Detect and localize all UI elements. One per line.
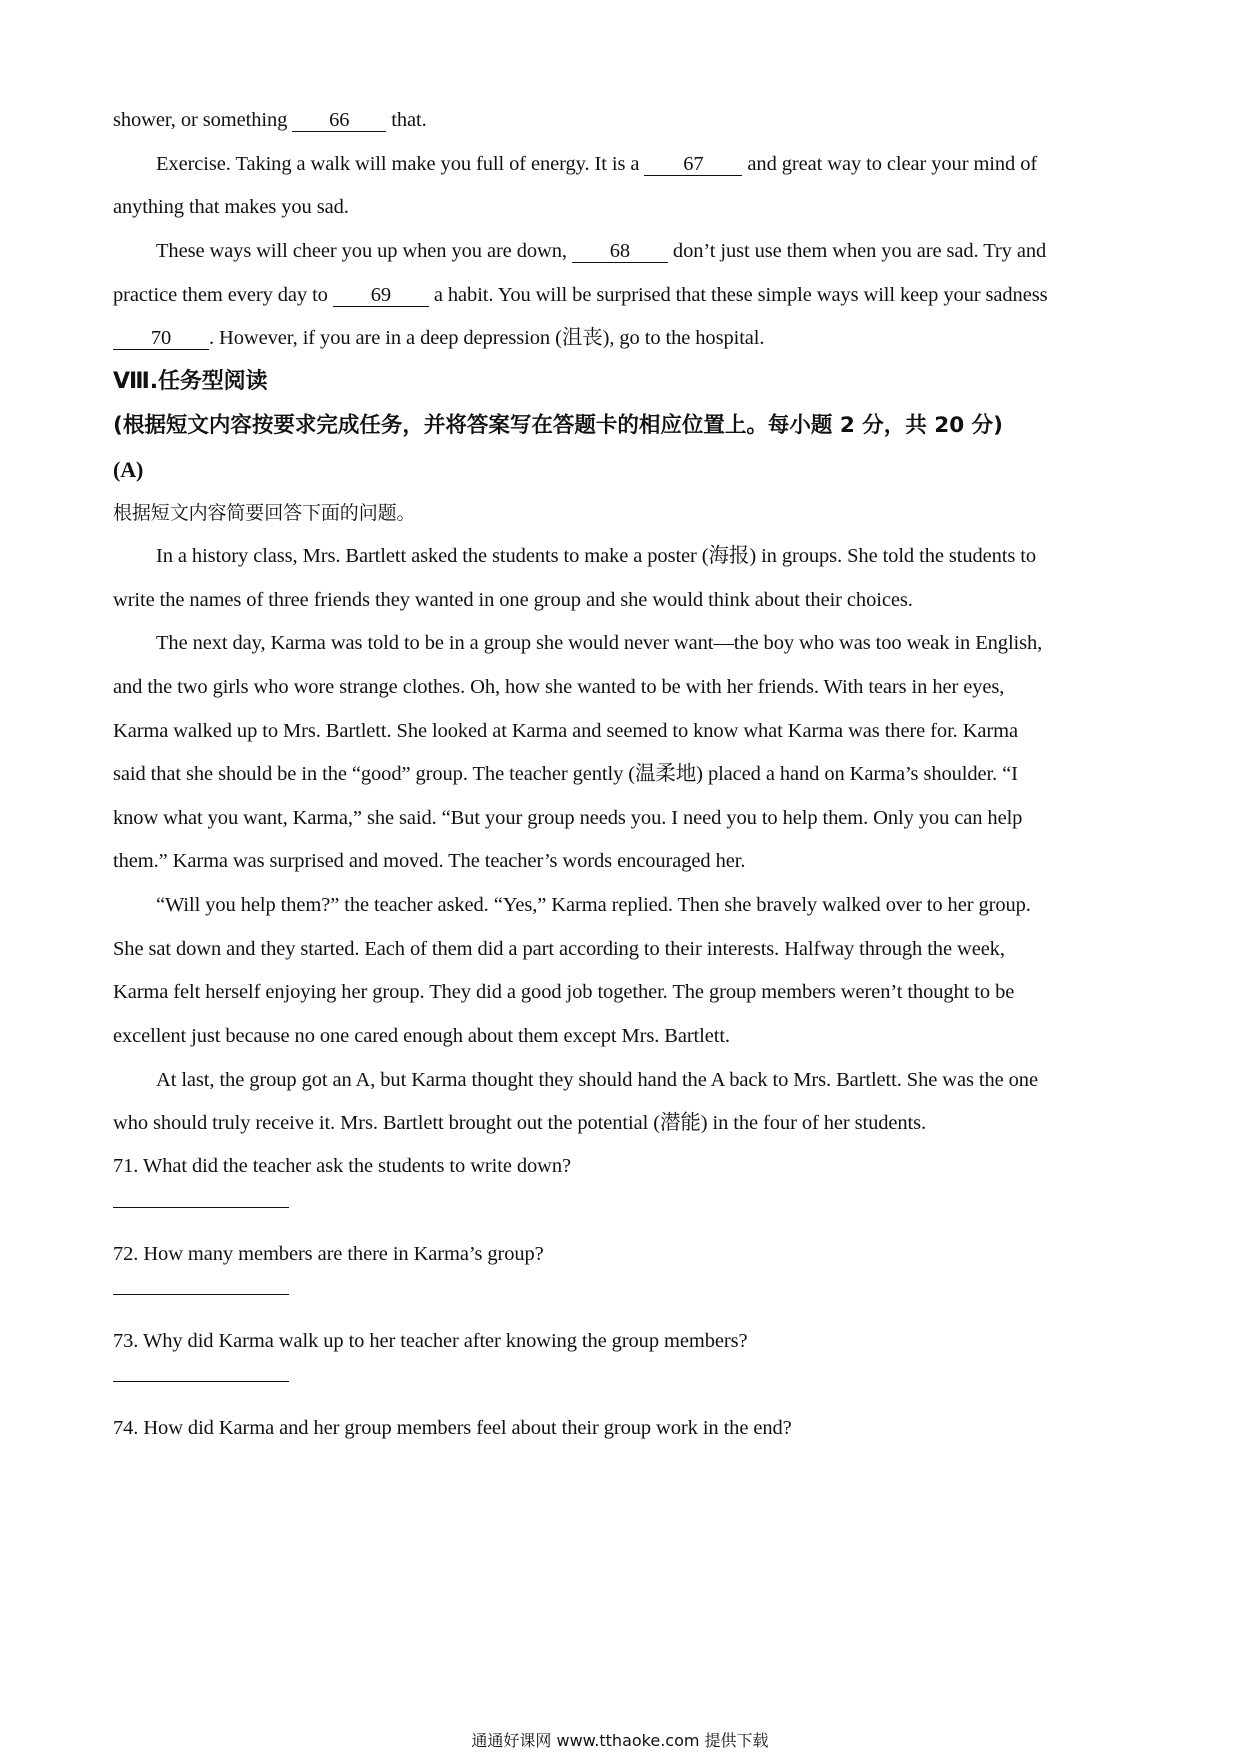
section-instructions: (根据短文内容按要求完成任务，并将答案写在答题卡的相应位置上。每小题 2 分，共 20 分) <box>113 413 1003 438</box>
story-p4-line-2: who should truly receive it. Mrs. Bartlett brought out the potential (潜能) in the four of her students. <box>113 1112 927 1134</box>
story-p1-line-1: In a history class, Mrs. Bartlett asked the students to make a poster (海报) in groups. She told the students to <box>156 545 1037 567</box>
passage-text: These ways will cheer you up when you are down, <box>156 240 572 262</box>
story-p1-line-2: write the names of three friends they wanted in one group and she would think about their choices. <box>113 589 913 611</box>
question-73: 73. Why did Karma walk up to her teacher after knowing the group members? <box>113 1330 748 1352</box>
passage-text: a habit. You will be surprised that these simple ways will keep your sadness <box>428 284 1048 306</box>
passage-line-3: anything that makes you sad. <box>113 196 349 218</box>
blank-67[interactable] <box>644 153 742 176</box>
blank-69[interactable] <box>333 284 429 307</box>
passage-text: don’t just use them when you are sad. Try and <box>667 240 1047 262</box>
story-p3-line-3: Karma felt herself enjoying her group. They did a good job together. The group members weren’t thought to be <box>113 981 1015 1003</box>
question-74: 74. How did Karma and her group members feel about their group work in the end? <box>113 1417 792 1439</box>
blank-66[interactable] <box>292 109 386 132</box>
passage-text: . However, if you are in a deep depression (沮丧), go to the hospital. <box>209 327 765 349</box>
passage-line-5 <box>113 281 1143 309</box>
passage-text: shower, or something <box>113 109 293 131</box>
passage-text: and great way to clear your mind of <box>742 153 1038 175</box>
section-title: Ⅷ.任务型阅读 <box>113 369 268 394</box>
blank-70[interactable] <box>113 327 209 350</box>
answer-line-73[interactable] <box>113 1381 289 1382</box>
answer-line-72[interactable] <box>113 1294 289 1295</box>
story-p2-line-4: said that she should be in the “good” group. The teacher gently (温柔地) placed a hand on Karma’s shoulder. “I <box>113 763 1018 785</box>
blank-68[interactable] <box>572 240 668 263</box>
passage-line-4 <box>156 237 1146 265</box>
task-instruction: 根据短文内容简要回答下面的问题。 <box>113 502 416 524</box>
story-p2-line-3: Karma walked up to Mrs. Bartlett. She looked at Karma and seemed to know what Karma was there for. Karma <box>113 720 1018 742</box>
passage-line-1 <box>113 106 1143 134</box>
question-72: 72. How many members are there in Karma’s group? <box>113 1243 544 1265</box>
page-footer: 通通好课网 www.tthaoke.com 提供下载 <box>471 1731 769 1750</box>
passage-text: practice them every day to <box>113 284 333 306</box>
story-p3-line-1: “Will you help them?” the teacher asked. “Yes,” Karma replied. Then she bravely walked over to her group. <box>156 894 1031 916</box>
answer-line-71[interactable] <box>113 1207 289 1208</box>
passage-line-6 <box>113 324 1143 352</box>
story-p2-line-6: them.” Karma was surprised and moved. The teacher’s words encouraged her. <box>113 850 746 872</box>
blank-number: 66 <box>329 109 350 131</box>
story-p2-line-2: and the two girls who wore strange clothes. Oh, how she wanted to be with her friends. With tears in her eyes, <box>113 676 1005 698</box>
story-p2-line-1: The next day, Karma was told to be in a group she would never want—the boy who was too weak in English, <box>156 632 1043 654</box>
passage-text: Exercise. Taking a walk will make you full of energy. It is a <box>156 153 645 175</box>
passage-text: that. <box>386 109 427 131</box>
story-p3-line-2: She sat down and they started. Each of them did a part according to their interests. Halfway through the week, <box>113 938 1005 960</box>
blank-number: 67 <box>683 153 704 175</box>
story-p2-line-5: know what you want, Karma,” she said. “But your group needs you. I need you to help them. Only you can help <box>113 807 1023 829</box>
question-71: 71. What did the teacher ask the students to write down? <box>113 1155 571 1177</box>
blank-number: 68 <box>609 240 631 262</box>
blank-number: 70 <box>150 327 172 349</box>
story-p3-line-4: excellent just because no one cared enough about them except Mrs. Bartlett. <box>113 1025 730 1047</box>
passage-line-2 <box>156 150 1146 178</box>
part-label: (A) <box>113 457 144 482</box>
story-p4-line-1: At last, the group got an A, but Karma thought they should hand the A back to Mrs. Bartlett. She was the one <box>156 1069 1038 1091</box>
blank-number: 69 <box>370 284 392 306</box>
